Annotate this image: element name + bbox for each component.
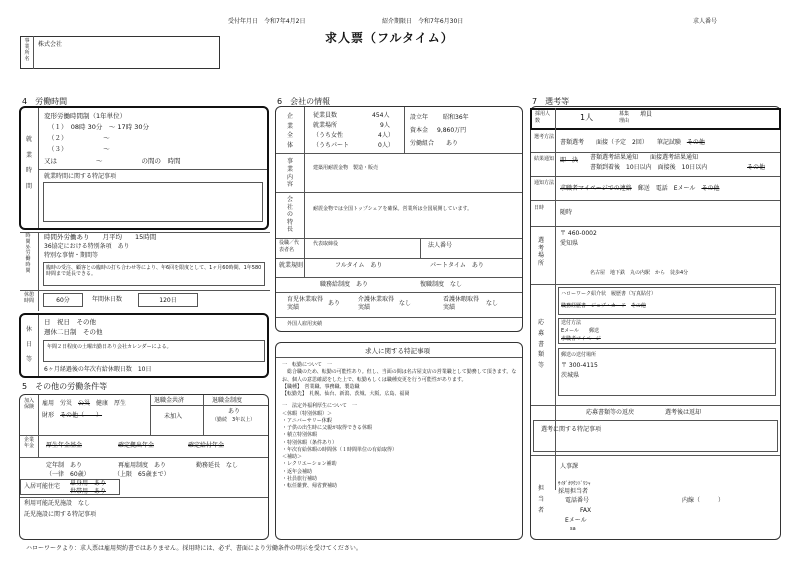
employer-label: 事業所名 — [24, 38, 30, 62]
docs-label: 応募書類等 — [537, 319, 544, 370]
sel-special-box — [533, 420, 778, 452]
shift-1: （１） 08時 30分 ～ 17時 30分 — [48, 123, 150, 131]
teinen-note: （一律 60歳） — [46, 471, 90, 478]
retire-system-note: （勤続 3年以上） — [212, 417, 256, 423]
contact-label: 担当者 — [537, 485, 544, 514]
pension-2: 確定拠出年金 — [118, 442, 155, 449]
overtime-main: 時間外労働あり 月平均 15時間 — [44, 233, 157, 241]
result-arrive: 書類到着後 10日以内 面接後 10日以内 — [590, 164, 708, 171]
special-line: ・積立特別休暇 — [282, 432, 318, 439]
place-label: 選考場所 — [537, 237, 544, 267]
emp-female: 4人） — [378, 132, 394, 139]
emp-female-label: （うち女性 — [313, 132, 344, 139]
kango-value: なし — [486, 300, 499, 307]
send-zip: 〒 300-4115 — [561, 362, 598, 369]
shift-special-label: 就業時間に関する特記事項 — [44, 173, 117, 180]
overtime-label: 時間外労働時間 — [25, 233, 31, 274]
insurance-line2: 財形 その他（ ） — [42, 412, 103, 419]
contact-kana: ｻｲﾀﾞｶﾜｳﾝﾄﾞﾜｼｬ — [558, 481, 591, 487]
special-line: ・レクリエーション補助 — [282, 461, 337, 468]
business-value: 建築用耐震金物 製造・販売 — [313, 165, 379, 171]
shift-3: （３） ～ — [48, 145, 110, 153]
business-label: 事業内容 — [286, 158, 293, 189]
saiyo-reason: 増員 — [640, 111, 653, 118]
place-zip: 〒 460-0002 — [560, 230, 597, 237]
emp-label: 企業全体 — [286, 113, 293, 149]
shift-2: （２） ～ — [48, 134, 110, 142]
method-label: 選考方法 — [534, 134, 555, 140]
special-line: 【職種】 営業職、事務職、製造職 — [282, 383, 360, 390]
saikoyou: 再雇用制度 あり — [118, 462, 167, 469]
insurance-line1: 雇用 労災 公災 健康 厚生 — [42, 400, 127, 407]
feature-label: 会社の特長 — [286, 196, 293, 233]
job-number-label: 求人番号 — [693, 18, 718, 25]
retire-system-value: あり — [228, 408, 241, 415]
reinstate: 復職制度 なし — [420, 281, 463, 288]
special-line: 一 法定外福利厚生について 一 — [282, 403, 357, 410]
holiday-note: 年間２日程度の土曜出勤日あり会社カレンダーによる。 — [43, 340, 265, 362]
nyukyo-2: 世帯用 あり — [70, 488, 107, 495]
retire-mutual-value: 未加入 — [164, 413, 183, 420]
employer-name: 株式会社 — [38, 41, 63, 48]
ikukyu-value: あり — [328, 300, 341, 307]
section7-heading: 7 選考等 — [532, 97, 570, 106]
ikukyu-label: 育児休業取得実績 — [287, 296, 324, 311]
special-line: 一 転勤について 一 — [282, 362, 332, 368]
docs-line2: 職務経歴書 ジョブ・カード その他 — [561, 303, 646, 309]
send-label: 送付方法 — [561, 320, 582, 326]
contact-tel: 電話番号 — [565, 497, 590, 504]
section6-heading: 6 会社の情報 — [277, 97, 331, 106]
send-strike: 求職者マイページ — [561, 336, 601, 342]
est-label: 設立年 — [410, 114, 429, 121]
send-addr-label: 郵送の送付場所 — [561, 352, 597, 358]
saikoyou-note: （上限 65歳まで） — [114, 471, 170, 478]
rules-label: 就業規則 — [279, 262, 304, 269]
rules-part: パートタイム あり — [430, 262, 484, 269]
emp-total-label: 従業員数 — [313, 112, 338, 119]
emp-total: 454人 — [372, 112, 390, 119]
section5-heading: 5 その他の労働条件等 — [22, 382, 108, 391]
footer-note: ハローワークより：求人票は雇用契約書ではありません。採用時には、必ず、書面により労働条件の明示を受けてください。 — [26, 545, 362, 552]
pension-3: 確定給付年金 — [188, 442, 225, 449]
result-doc: 書類選考結果通知 面接選考結果通知 — [590, 154, 699, 161]
special-line: ・社員旅行補助 — [282, 475, 318, 482]
insurance-label: 加入保険 — [23, 398, 34, 411]
kaigo-value: なし — [399, 300, 412, 307]
kinmu-encho: 勤務延長 なし — [196, 462, 239, 469]
retire-mutual-label: 退職金共済 — [154, 397, 185, 404]
deadline-date: 紹介期限日 令和7年6月30日 — [382, 18, 464, 25]
break-value: 60分 — [43, 293, 83, 307]
kaigo-label: 介護休業取得実績 — [358, 296, 395, 311]
saiyo-reason-label: 募集理由 — [619, 111, 630, 124]
shift-type: 変形労働時間制（1年単位） — [44, 112, 127, 120]
result-sonota: その他 — [747, 164, 766, 171]
overtime-special: 特別な事情・期間等 — [44, 252, 99, 259]
pension-label: 企業年金 — [23, 437, 34, 450]
holiday-week: 週休二日制 その他 — [44, 328, 103, 336]
section4-heading: 4 労働時間 — [22, 97, 68, 106]
emp-site: 9人 — [380, 122, 390, 129]
pension-1: 厚生年金基金 — [46, 442, 83, 449]
contact-dept: 人事課 — [560, 463, 579, 470]
special-lines — [282, 362, 518, 490]
union-value: あり — [446, 140, 459, 147]
shift-either: 又は ～ の間の 時間 — [44, 157, 181, 165]
holiday-label: 休日等 — [25, 326, 32, 363]
holiday-main: 日 祝日 その他 — [44, 318, 96, 326]
place-access: 名古屋 地下鉄 丸の内駅 から 徒歩4分 — [590, 270, 689, 276]
overtime-36: 36協定における特別条項 あり — [44, 243, 130, 250]
foreign-label: 外国人雇用実績 — [287, 321, 323, 327]
kango-label: 看護休暇取得実績 — [443, 296, 480, 311]
sel-special-label: 選考に関する特記事項 — [541, 426, 602, 433]
rules-full: フルタイム あり — [335, 262, 383, 269]
nyukyo-1: 単身用 あり — [70, 480, 107, 487]
special-line: ・アニバーサリー休暇 — [282, 417, 332, 424]
place-pref: 愛知県 — [560, 240, 579, 247]
return-value: 選考後は返却 — [665, 409, 702, 416]
saiyo-label: 採用人数 — [535, 111, 551, 124]
date-value: 随時 — [560, 209, 573, 216]
saiyo-value: 1人 — [580, 113, 594, 122]
annual-days-value: 120日 — [138, 293, 198, 307]
paid-leave: 6ヶ月経過後の年次有給休暇日数 10日 — [44, 366, 152, 373]
childcare-note: 託児施設に関する特記事項 — [24, 511, 97, 518]
date-label: 日時 — [534, 205, 545, 211]
notify-value: 求職者マイページでの連絡 郵送 電話 Eメール その他 — [560, 185, 720, 192]
special-line: ・子供の出生時に父親が取得できる休暇 — [282, 425, 373, 431]
special-line: ＜補助＞ — [282, 454, 303, 460]
overtime-note: 臨時の受注、顧客との臨時の打ち合わせ等により、年6回を限度として、1ヶ月60時間、1年580時間まで延長できる。 — [43, 262, 265, 286]
result-strike: 即 決 — [560, 157, 579, 164]
contact-email2: sa — [570, 526, 576, 532]
send-email: Eメール 郵送 — [561, 328, 600, 334]
received-date: 受付年月日 令和7年4月2日 — [228, 18, 306, 25]
contact-email: Eメール — [565, 517, 587, 524]
special-line: ・転任雑費、帰省費補助 — [282, 483, 338, 489]
childcare: 利用可能託児施設 なし — [24, 500, 91, 507]
docs-line1: ハローワーク紹介状 履歴書（写真貼付） — [561, 291, 657, 297]
break-label: 休憩時間 — [23, 292, 34, 304]
shift-special-box — [43, 182, 263, 222]
retire-system-label: 退職金制度 — [212, 397, 243, 404]
page-title: 求人票（フルタイム） — [325, 31, 454, 45]
union-label: 労働組合 — [410, 140, 435, 147]
corp-no-label: 法人番号 — [428, 242, 453, 249]
method-value: 書類選考 面接（予定 2回） 筆記試験 その他 — [560, 139, 705, 146]
special-line: ・返年会補助 — [282, 468, 313, 475]
emp-part: 0人） — [378, 142, 394, 149]
notify-label: 通知方法 — [534, 180, 555, 186]
emp-part-label: （うちパート — [313, 142, 350, 149]
emp-site-label: 就業場所 — [313, 122, 338, 129]
nyukyo-label: 入居可能住宅 — [24, 483, 61, 490]
result-label: 結果通知 — [534, 156, 555, 162]
return-label: 応募書類等の返戻 — [586, 409, 635, 416]
special-heading: 求人に関する特記事項 — [365, 347, 430, 355]
special-line: ＜休暇（特別休暇）＞ — [282, 410, 333, 417]
capital-label: 資本金 — [410, 127, 429, 134]
annual-days-label: 年間休日数 — [92, 296, 123, 303]
rep-value: 代表取締役 — [313, 241, 339, 247]
special-line: 【転勤先】 札幌、仙台、新潟、茨城、大阪、広島、福岡 — [282, 391, 410, 397]
contact-ext: 内線（ ） — [682, 497, 725, 504]
job-change: 職務給制度 あり — [320, 281, 369, 288]
special-line: ・年次有給休暇の時間休（１時間単位の有給取得） — [282, 446, 398, 453]
teinen: 定年制 あり — [46, 462, 83, 469]
shuugyo-label: 就業時間 — [25, 136, 32, 190]
rep-label: 役職／代表者名 — [279, 240, 300, 253]
est-value: 昭和36年 — [443, 114, 469, 121]
saiyo-box — [530, 108, 781, 130]
feature-value: 耐震金物では全国トップシェアを確保。営業所は全国展開しています。 — [313, 206, 473, 212]
special-line: ・特別休暇（条件あり） — [282, 439, 338, 446]
contact-person: 採用担当者 — [558, 488, 589, 495]
capital-value: 9,860万円 — [437, 127, 467, 134]
special-line: 総合職のため、転勤の可能性あり。但し、当面の間は名古屋支店の営業職として勤務して頂きます。なお、個人の意思確認をした上で、転勤もしくは職種変更を行う可能性があります。 — [282, 369, 517, 383]
send-pref: 茨城県 — [561, 372, 580, 379]
contact-fax: FAX — [580, 507, 592, 514]
